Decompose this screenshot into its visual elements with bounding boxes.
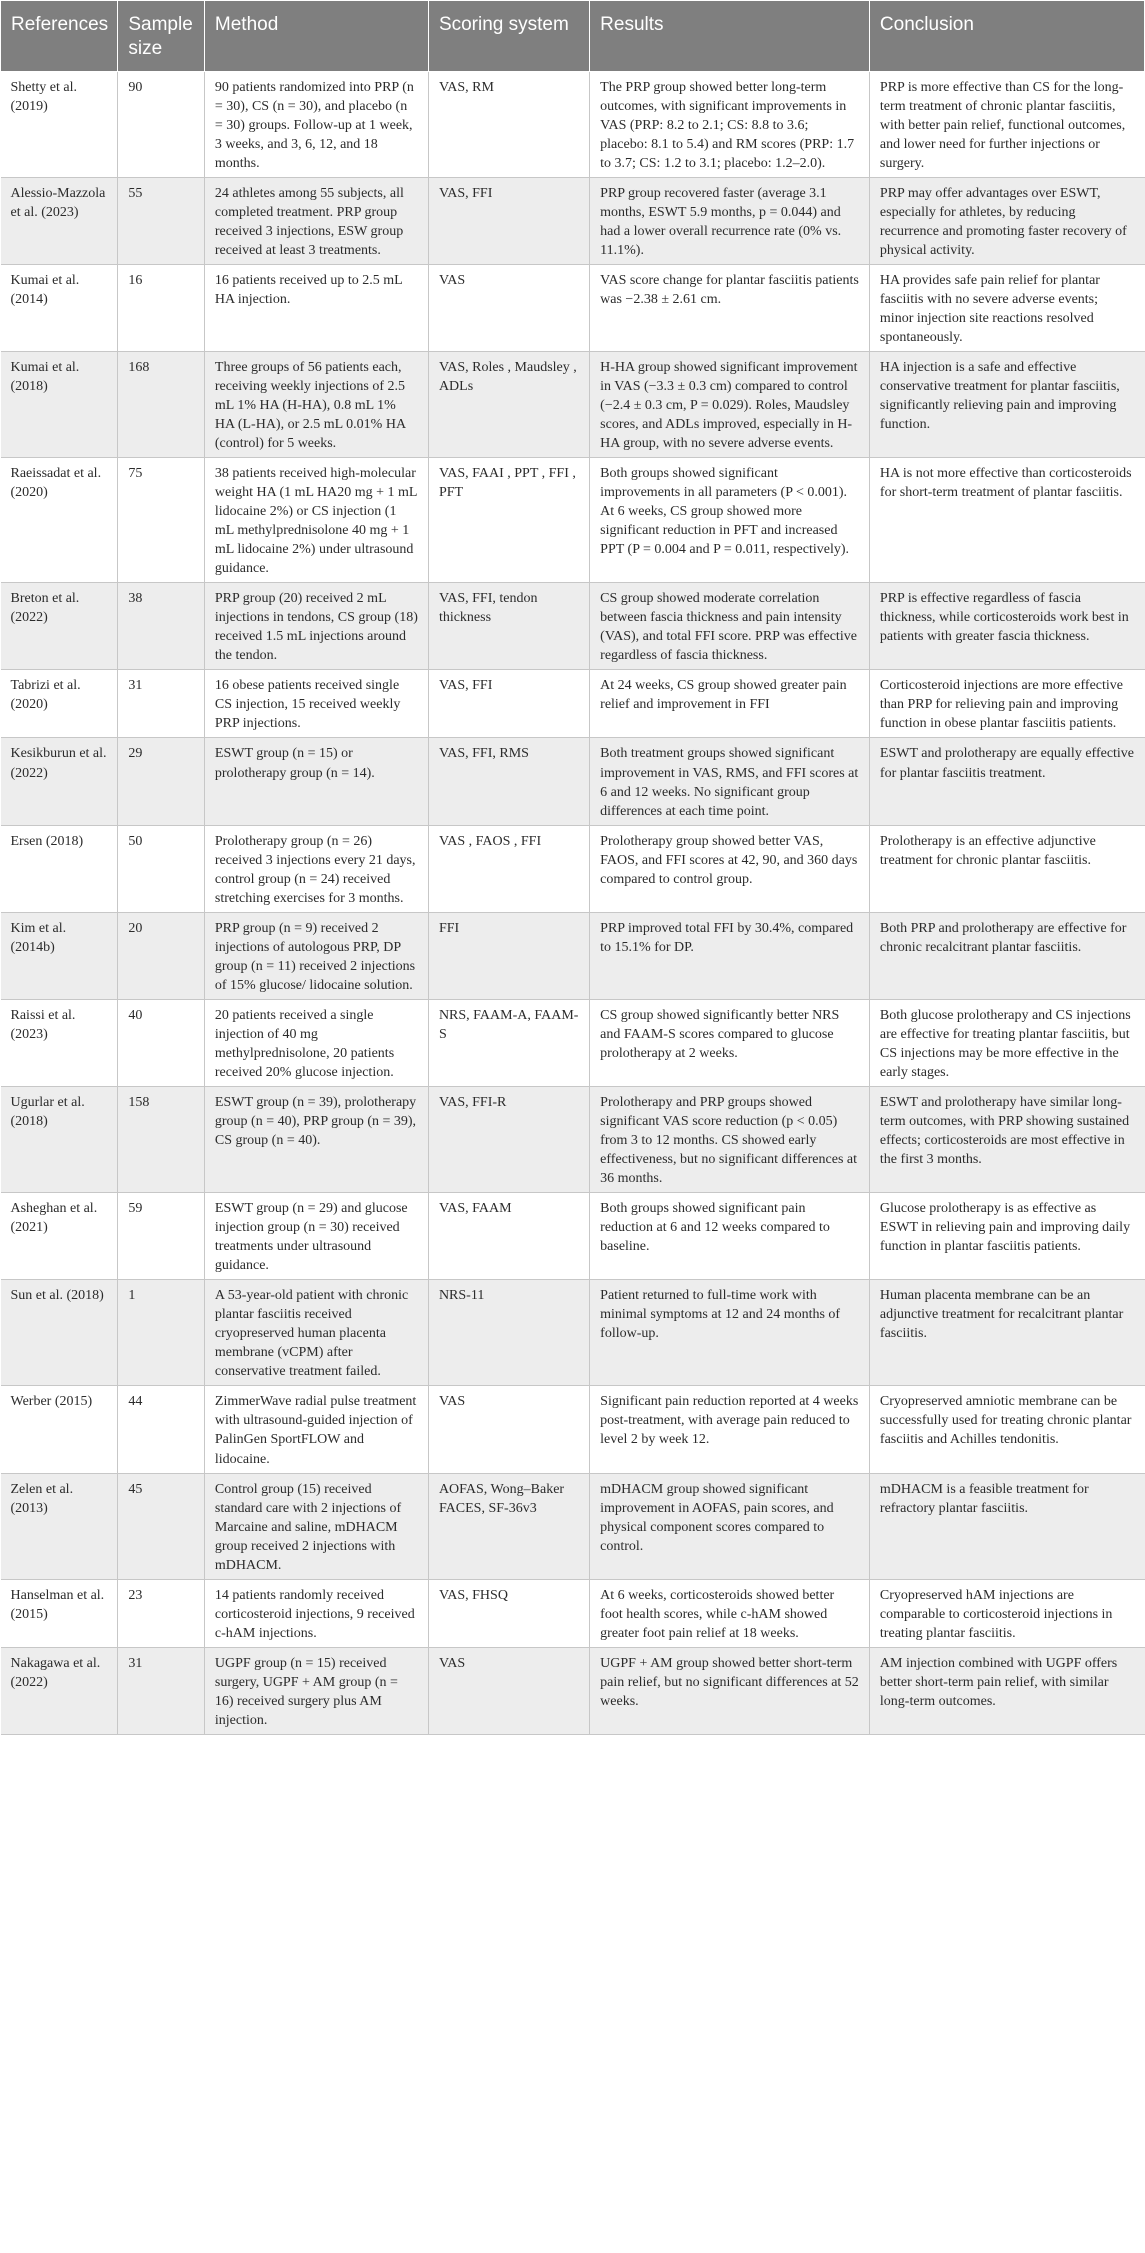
cell-scoring-system: AOFAS, Wong–Baker FACES, SF-36v3	[428, 1473, 589, 1579]
table-row	[1, 458, 1145, 583]
cell-sample-size: 20	[118, 912, 205, 999]
cell-scoring-system: VAS, FFI, tendon thickness	[428, 583, 589, 670]
cell-results: PRP group recovered faster (average 3.1 months, ESWT 5.9 months, p = 0.044) and had a lower overall recurrence rate (0% vs. 11.1%).	[590, 177, 870, 264]
cell-method: ZimmerWave radial pulse treatment with ultrasound-guided injection of PalinGen SportFLOW and lidocaine.	[204, 1386, 428, 1473]
table-body	[1, 71, 1145, 1734]
table-row	[1, 1473, 1145, 1579]
cell-sample-size: 31	[118, 1647, 205, 1734]
cell-scoring-system: VAS, FAAI , PPT , FFI , PFT	[428, 458, 589, 583]
cell-scoring-system: VAS , FAOS , FFI	[428, 825, 589, 912]
cell-scoring-system: VAS, FFI-R	[428, 1086, 589, 1192]
cell-method: ESWT group (n = 39), prolotherapy group (n = 40), PRP group (n = 39), CS group (n = 40).	[204, 1086, 428, 1192]
table-row	[1, 912, 1145, 999]
header-conclusion: Conclusion	[869, 1, 1144, 72]
cell-sample-size: 44	[118, 1386, 205, 1473]
cell-reference: Breton et al. (2022)	[1, 583, 118, 670]
cell-results: CS group showed significantly better NRS and FAAM-S scores compared to glucose prolotherapy at 2 weeks.	[590, 999, 870, 1086]
cell-conclusion: PRP is more effective than CS for the long-term treatment of chronic plantar fasciitis, with better pain relief, functional outcomes, and lower need for further injections or surgery.	[869, 71, 1144, 177]
cell-scoring-system: NRS, FAAM-A, FAAM-S	[428, 999, 589, 1086]
cell-conclusion: Corticosteroid injections are more effective than PRP for relieving pain and improving function in obese plantar fasciitis patients.	[869, 670, 1144, 738]
table-row	[1, 1647, 1145, 1734]
table-row	[1, 177, 1145, 264]
cell-results: H-HA group showed significant improvement in VAS (−3.3 ± 0.3 cm) compared to control (−2.4 ± 0.3 cm, P = 0.029). Roles, Maudsley scores, and ADLs improved, especially in H-HA group, with no severe adverse events.	[590, 351, 870, 457]
table-row	[1, 1579, 1145, 1647]
cell-conclusion: HA is not more effective than corticosteroids for short-term treatment of plantar fasciitis.	[869, 458, 1144, 583]
cell-scoring-system: VAS, FFI	[428, 670, 589, 738]
cell-reference: Alessio-Mazzola et al. (2023)	[1, 177, 118, 264]
cell-scoring-system: FFI	[428, 912, 589, 999]
cell-sample-size: 40	[118, 999, 205, 1086]
cell-sample-size: 38	[118, 583, 205, 670]
cell-results: At 6 weeks, corticosteroids showed better foot health scores, while c-hAM showed greater foot pain relief at 18 weeks.	[590, 1579, 870, 1647]
cell-sample-size: 23	[118, 1579, 205, 1647]
cell-results: mDHACM group showed significant improvement in AOFAS, pain scores, and physical component scores compared to control.	[590, 1473, 870, 1579]
cell-conclusion: Prolotherapy is an effective adjunctive treatment for chronic plantar fasciitis.	[869, 825, 1144, 912]
cell-sample-size: 31	[118, 670, 205, 738]
cell-conclusion: mDHACM is a feasible treatment for refractory plantar fasciitis.	[869, 1473, 1144, 1579]
table-row	[1, 670, 1145, 738]
header-references: References	[1, 1, 118, 72]
cell-method: ESWT group (n = 29) and glucose injection group (n = 30) received treatments under ultrasound guidance.	[204, 1193, 428, 1280]
header-sample-size: Sample size	[118, 1, 205, 72]
cell-results: The PRP group showed better long-term outcomes, with significant improvements in VAS (PRP: 8.2 to 2.1; CS: 8.8 to 3.6; placebo: 8.1 to 5.4) and RM scores (PRP: 1.7 to 3.7; CS: 1.2 to 3.1; placebo: 1.2–2.0).	[590, 71, 870, 177]
cell-sample-size: 50	[118, 825, 205, 912]
cell-sample-size: 16	[118, 264, 205, 351]
cell-results: VAS score change for plantar fasciitis patients was −2.38 ± 2.61 cm.	[590, 264, 870, 351]
cell-conclusion: Both glucose prolotherapy and CS injections are effective for treating plantar fasciitis, but CS injections may be more effective in the early stages.	[869, 999, 1144, 1086]
cell-reference: Sun et al. (2018)	[1, 1280, 118, 1386]
cell-method: UGPF group (n = 15) received surgery, UGPF + AM group (n = 16) received surgery plus AM injection.	[204, 1647, 428, 1734]
cell-sample-size: 55	[118, 177, 205, 264]
cell-results: Prolotherapy and PRP groups showed significant VAS score reduction (p < 0.05) from 3 to 12 months. CS showed early effectiveness, but no significant differences at 36 months.	[590, 1086, 870, 1192]
cell-method: A 53-year-old patient with chronic plantar fasciitis received cryopreserved human placenta membrane (vCPM) after conservative treatment failed.	[204, 1280, 428, 1386]
table-row	[1, 583, 1145, 670]
cell-conclusion: Both PRP and prolotherapy are effective for chronic recalcitrant plantar fasciitis.	[869, 912, 1144, 999]
cell-reference: Ugurlar et al. (2018)	[1, 1086, 118, 1192]
table-row	[1, 1280, 1145, 1386]
cell-reference: Raeissadat et al. (2020)	[1, 458, 118, 583]
cell-method: 20 patients received a single injection of 40 mg methylprednisolone, 20 patients received 20% glucose injection.	[204, 999, 428, 1086]
cell-method: Prolotherapy group (n = 26) received 3 injections every 21 days, control group (n = 24) received stretching exercises for 3 months.	[204, 825, 428, 912]
cell-sample-size: 75	[118, 458, 205, 583]
cell-scoring-system: VAS, FAAM	[428, 1193, 589, 1280]
cell-scoring-system: VAS, Roles , Maudsley , ADLs	[428, 351, 589, 457]
cell-reference: Ersen (2018)	[1, 825, 118, 912]
cell-conclusion: Human placenta membrane can be an adjunctive treatment for recalcitrant plantar fasciitis.	[869, 1280, 1144, 1386]
header-row	[1, 1, 1145, 72]
cell-conclusion: PRP may offer advantages over ESWT, especially for athletes, by reducing recurrence and promoting faster recovery of physical activity.	[869, 177, 1144, 264]
table-row	[1, 825, 1145, 912]
cell-scoring-system: VAS, RM	[428, 71, 589, 177]
cell-scoring-system: VAS	[428, 1647, 589, 1734]
cell-results: Both treatment groups showed significant improvement in VAS, RMS, and FFI scores at 6 and 12 weeks. No significant group differences at each time point.	[590, 738, 870, 825]
cell-reference: Werber (2015)	[1, 1386, 118, 1473]
cell-reference: Hanselman et al. (2015)	[1, 1579, 118, 1647]
cell-sample-size: 158	[118, 1086, 205, 1192]
cell-method: Control group (15) received standard care with 2 injections of Marcaine and saline, mDHACM group received 2 injections with mDHACM.	[204, 1473, 428, 1579]
cell-reference: Kumai et al. (2014)	[1, 264, 118, 351]
cell-results: Patient returned to full-time work with minimal symptoms at 12 and 24 months of follow-up.	[590, 1280, 870, 1386]
table-row	[1, 1086, 1145, 1192]
cell-reference: Kim et al. (2014b)	[1, 912, 118, 999]
table-row	[1, 738, 1145, 825]
cell-method: PRP group (20) received 2 mL injections in tendons, CS group (18) received 1.5 mL injections around the tendon.	[204, 583, 428, 670]
cell-sample-size: 45	[118, 1473, 205, 1579]
cell-results: At 24 weeks, CS group showed greater pain relief and improvement in FFI	[590, 670, 870, 738]
cell-results: Both groups showed significant pain reduction at 6 and 12 weeks compared to baseline.	[590, 1193, 870, 1280]
cell-method: 16 obese patients received single CS injection, 15 received weekly PRP injections.	[204, 670, 428, 738]
cell-conclusion: ESWT and prolotherapy are equally effective for plantar fasciitis treatment.	[869, 738, 1144, 825]
table-row	[1, 999, 1145, 1086]
cell-sample-size: 59	[118, 1193, 205, 1280]
cell-method: ESWT group (n = 15) or prolotherapy group (n = 14).	[204, 738, 428, 825]
table-row	[1, 71, 1145, 177]
table-row	[1, 264, 1145, 351]
cell-sample-size: 168	[118, 351, 205, 457]
header-method: Method	[204, 1, 428, 72]
cell-results: Prolotherapy group showed better VAS, FAOS, and FFI scores at 42, 90, and 360 days compared to control group.	[590, 825, 870, 912]
cell-sample-size: 90	[118, 71, 205, 177]
cell-results: CS group showed moderate correlation between fascia thickness and pain intensity (VAS), and total FFI score. PRP was effective regardless of fascia thickness.	[590, 583, 870, 670]
cell-results: UGPF + AM group showed better short-term pain relief, but no significant differences at 52 weeks.	[590, 1647, 870, 1734]
cell-method: 38 patients received high-molecular weight HA (1 mL HA20 mg + 1 mL lidocaine 2%) or CS injection (1 mL methylprednisolone 40 mg + 1 mL lidocaine 2%) under ultrasound guidance.	[204, 458, 428, 583]
cell-conclusion: Cryopreserved hAM injections are comparable to corticosteroid injections in treating plantar fasciitis.	[869, 1579, 1144, 1647]
cell-scoring-system: VAS, FFI	[428, 177, 589, 264]
cell-reference: Asheghan et al. (2021)	[1, 1193, 118, 1280]
cell-conclusion: Cryopreserved amniotic membrane can be successfully used for treating chronic plantar fasciitis and Achilles tendonitis.	[869, 1386, 1144, 1473]
cell-reference: Kesikburun et al. (2022)	[1, 738, 118, 825]
cell-method: PRP group (n = 9) received 2 injections of autologous PRP, DP group (n = 11) received 2 injections of 15% glucose/ lidocaine solution.	[204, 912, 428, 999]
cell-reference: Kumai et al. (2018)	[1, 351, 118, 457]
cell-method: 90 patients randomized into PRP (n = 30), CS (n = 30), and placebo (n = 30) groups. Follow-up at 1 week, 3 weeks, and 3, 6, 12, and 18 months.	[204, 71, 428, 177]
cell-results: Both groups showed significant improvements in all parameters (P < 0.001). At 6 weeks, CS group showed more significant reduction in PFT and increased PPT (P = 0.004 and P = 0.011, respectively).	[590, 458, 870, 583]
cell-reference: Zelen et al. (2013)	[1, 1473, 118, 1579]
cell-reference: Nakagawa et al. (2022)	[1, 1647, 118, 1734]
cell-sample-size: 1	[118, 1280, 205, 1386]
cell-scoring-system: VAS	[428, 1386, 589, 1473]
cell-scoring-system: NRS-11	[428, 1280, 589, 1386]
cell-sample-size: 29	[118, 738, 205, 825]
cell-conclusion: PRP is effective regardless of fascia thickness, while corticosteroids work best in patients with greater fascia thickness.	[869, 583, 1144, 670]
header-results: Results	[590, 1, 870, 72]
cell-reference: Shetty et al. (2019)	[1, 71, 118, 177]
cell-conclusion: Glucose prolotherapy is as effective as ESWT in relieving pain and improving daily function in plantar fasciitis patients.	[869, 1193, 1144, 1280]
cell-results: Significant pain reduction reported at 4 weeks post-treatment, with average pain reduced to level 2 by week 12.	[590, 1386, 870, 1473]
cell-reference: Tabrizi et al. (2020)	[1, 670, 118, 738]
cell-method: Three groups of 56 patients each, receiving weekly injections of 2.5 mL 1% HA (H-HA), 0.8 mL 1% HA (L-HA), or 2.5 mL 0.01% HA (control) for 5 weeks.	[204, 351, 428, 457]
cell-scoring-system: VAS, FHSQ	[428, 1579, 589, 1647]
cell-conclusion: HA injection is a safe and effective conservative treatment for plantar fasciitis, significantly relieving pain and improving function.	[869, 351, 1144, 457]
cell-conclusion: ESWT and prolotherapy have similar long-term outcomes, with PRP showing sustained effects; corticosteroids are most effective in the first 3 months.	[869, 1086, 1144, 1192]
cell-conclusion: AM injection combined with UGPF offers better short-term pain relief, with similar long-term outcomes.	[869, 1647, 1144, 1734]
table-header	[1, 1, 1145, 72]
cell-method: 24 athletes among 55 subjects, all completed treatment. PRP group received 3 injections, ESW group received at least 3 treatments.	[204, 177, 428, 264]
cell-results: PRP improved total FFI by 30.4%, compared to 15.1% for DP.	[590, 912, 870, 999]
cell-scoring-system: VAS, FFI, RMS	[428, 738, 589, 825]
table-row	[1, 1193, 1145, 1280]
cell-reference: Raissi et al. (2023)	[1, 999, 118, 1086]
cell-method: 16 patients received up to 2.5 mL HA injection.	[204, 264, 428, 351]
table-row	[1, 351, 1145, 457]
cell-conclusion: HA provides safe pain relief for plantar fasciitis with no severe adverse events; minor injection site reactions resolved spontaneously.	[869, 264, 1144, 351]
header-scoring-system: Scoring system	[428, 1, 589, 72]
cell-scoring-system: VAS	[428, 264, 589, 351]
cell-method: 14 patients randomly received corticosteroid injections, 9 received c-hAM injections.	[204, 1579, 428, 1647]
table-row	[1, 1386, 1145, 1473]
